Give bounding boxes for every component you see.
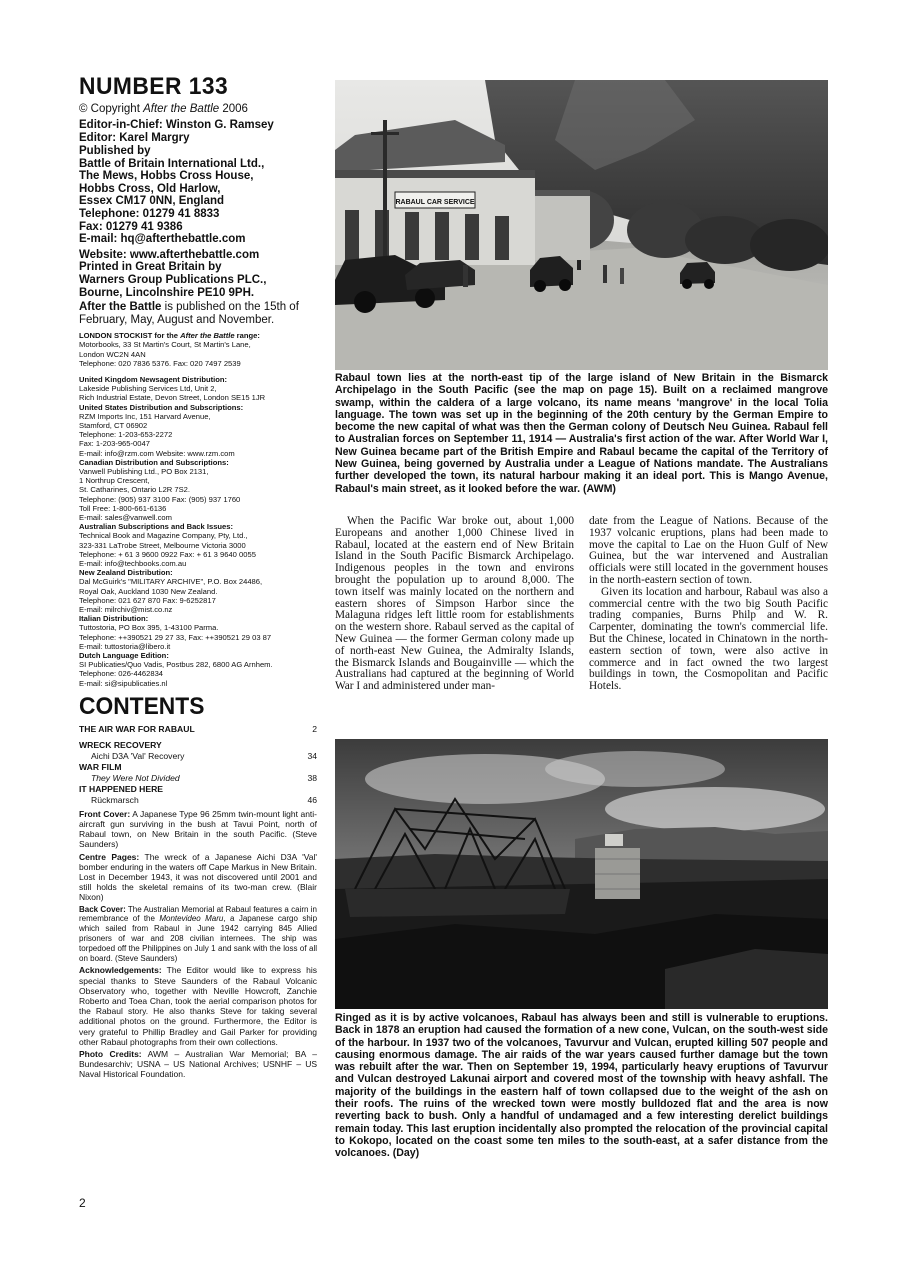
article-column-2: date from the League of Nations. Because of the 1937 volcanic eruptions, plans had been made to move the capital to Lae on the Huon Gulf of New Guinea, but the war intervened and Australian officials were still located in the government houses in the north-eastern section of town. Given its location and harbour, Rabaul was also a commercial centre with the two big South Pacific trading companies, Burns Philp and W. R. Carpenter, dominating the town's commercial life. But the Chinese, located in Chinatown in the north-eastern section of town, were also active in commerce and in fact owned the two largest buildings in town, the Cosmopolitan and Pacific Hotels.: [589, 515, 828, 693]
editor-in-chief: Editor-in-Chief: Winston G. Ramsey: [79, 119, 274, 131]
mango-avenue-photo: [335, 80, 828, 370]
us-distribution: United States Distribution and Subscriptions: RZM Imports Inc, 151 Harvard Avenue, Stamford, CT 06902 Telephone: 1-203-653-2272 Fax: 1-203-965-0047 E-mail: info@rzm.com Website: www.rzm.com: [79, 402, 244, 458]
nz-distribution: New Zealand Distribution: Dal McGuirk's "MILITARY ARCHIVE", P.O. Box 24486, Royal Oak, Auckland 1030 New Zealand. Telephone: 021 627 870 Fax: 9-6252817 E-mail: milrchiv@mist.co.nz: [79, 568, 263, 615]
article-body: [335, 516, 828, 693]
website: Website: www.afterthebattle.com: [79, 248, 260, 261]
australia-distribution: Australian Subscriptions and Back Issues: Technical Book and Magazine Company, Pty, Ltd., 323-331 LaTrobe Street, Melbourne Victoria 3000 Telephone: + 61 3 9600 0922 Fax: + 61 3 9640 0055 E-mail: info@techbooks.com.au: [79, 522, 256, 568]
photo2-caption: Ringed as it is by active volcanoes, Rabaul has always been and still is vulnerable to eruptions. Back in 1878 an eruption had caused the formation of a new cone, Vulcan, on the south-west side of the harbour. In 1937 two of the volcanoes, Tavurvur and Vulcan, erupted killing 507 people and causing enormous damage. The air raids of the war years caused further damage but the town was rebuilt after the war. Then on September 19, 1994, particularly heavy eruptions of Tavurvur and Vulcan destroyed Lakunai airport and covered most of the township with heavy ashfall. The majority of the buildings in the eastern half of town collapsed due to the weight of the ash on their roofs. The ruins of the wrecked town were mostly bulldozed flat and the area is now reverting back to bush. Only a handful of undamaged and a few interesting derelict buildings remain today. This last eruption incidentally also prompted the relocation of the provincial capital to Kokopo, located on the coast some ten miles to the south-east, at a safer distance from the volcanoes. (Day): [335, 1012, 828, 1160]
photo1-caption: Rabaul town lies at the north-east tip of the large island of New Britain in the Bismarck Archipelago in the South Pacific (see the map on page 15). Built on a reclaimed mangrove swamp, within the caldera of a large volcano, its name means 'mangrove' in the local Tolia language. The town was set up in the beginning of the 20th century by the German Empire to become the new capital of what was then the German colony of Deutsch Neu Guinea. Rabaul fell to Australian forces on September 11, 1914 — Australia's first action of the war. After World War I, New Guinea became part of the British Empire and Rabaul became the capital of the Territory of New Guinea, being governed by Australia under a League of Nations mandate. The Australians further developed the town, its natural harbour making it an ideal port. This is Mango Avenue, Rabaul's main street, as it looked before the war. (AWM): [335, 372, 828, 495]
masthead-column: [79, 74, 317, 1082]
street-scene-image: [335, 80, 828, 370]
ruined-town-image: [335, 739, 828, 1009]
toc-subentry[interactable]: Rückmarsch 46: [91, 794, 317, 805]
publisher-block: Published by Battle of Britain International Ltd., The Mews, Hobbs Cross House, Hobbs Cross, Old Harlow, Essex CM17 0NN, England Telephone: 01279 41 8833 Fax: 01279 41 9386 E-mail: hq@afterthebattle.com: [79, 145, 265, 246]
table-of-contents: [79, 724, 317, 806]
toc-entry[interactable]: WAR FILM: [79, 761, 122, 772]
london-stockist: LONDON STOCKIST for the After the Battle range: Motorbooks, 33 St Martin's Court, St Martin's Lane, London WC2N 4AN Telephone: 020 7836 5376. Fax: 020 7497 2539: [79, 331, 260, 368]
ruins-photo: [335, 739, 828, 1009]
italy-distribution: Italian Distribution: Tuttostoria, PO Box 395, 1-43100 Parma. Telephone: ++390521 29 27 33, Fax: ++390521 29 03 87 E-mail: tuttostoria@libero.it: [79, 614, 272, 651]
toc-entry[interactable]: IT HAPPENED HERE: [79, 783, 164, 794]
page-number: 2: [79, 1196, 86, 1210]
toc-subentry[interactable]: Aichi D3A 'Val' Recovery 34: [91, 750, 317, 761]
issue-number: NUMBER 133: [79, 73, 229, 100]
printer-block: Printed in Great Britain by Warners Group Publications PLC., Bourne, Lincolnshire PE10 9PH.: [79, 261, 267, 299]
toc-entry[interactable]: WRECK RECOVERY: [79, 739, 162, 750]
canada-distribution: Canadian Distribution and Subscriptions: Vanwell Publishing Ltd., PO Box 2131, 1 Northrup Crescent, St. Catharines, Ontario L2R 7S2. Telephone: (905) 937 3100 Fax: (905) 937 1760 Toll Free: 1-800-661-6136 E-mail: sales@vanwell.com: [79, 457, 241, 522]
toc-entry[interactable]: THE AIR WAR FOR RABAUL 2: [79, 723, 317, 734]
contents-title: CONTENTS: [79, 692, 205, 720]
dutch-edition: Dutch Language Edition: SI Publicaties/Quo Vadis, Postbus 282, 6800 AG Arnhem. Telephone: 026-4462834 E-mail: si@sipublicaties.nl: [79, 651, 273, 688]
toc-subentry[interactable]: They Were Not Divided 38: [91, 772, 317, 783]
car-service-sign: RABAUL CAR SERVICE: [395, 199, 475, 206]
article-column-1: When the Pacific War broke out, about 1,000 Europeans and another 1,000 Chinese lived in Rabaul, located at the eastern end of New Britain Island in the South Pacific Bismarck Archipelago. Indigenous peoples in the town and environs brought the population up to around 8,000. The town itself was mainly located on the northern and eastern shores of Simpson Harbor since the Malaguna ridges left little room for establishments on the western shore. Rabaul served as the capital of New Guinea — the former German colony made up of north-east New Guinea, the Admiralty Islands, the Bismarck Islands and Bougainville — which the Australians had captured at the beginning of World War I and administered under man-: [335, 515, 574, 693]
uk-distribution: United Kingdom Newsagent Distribution: Lakeside Publishing Services Ltd, Unit 2, Rich Industrial Estate, Devon Street, London SE15 1JR: [79, 374, 266, 403]
cover-credits: Front Cover: A Japanese Type 96 25mm twin-mount light anti-aircraft gun surviving in the bush at Tavui Point, north of Rabaul town, on New Britain in the south Pacific. (Steve Saunders) Centre Pages: The wreck of a Japanese Aichi D3A 'Val' bomber enduring in the waters off Cape Markus in New Britain. Lost in December 1943, it was not discovered until 2001 and still holds the skeletal remains of its two-man crew. (Blair Nixon) Back Cover: The Australian Memorial at Rabaul features a cairn in remembrance of the Montevideo Maru, a Japanese cargo ship which sailed from Rabaul in June 1942 carrying 845 Allied prisoners of war and 208 civilian internees. The ship was torpedoed off the Philippines on July 1 and sank with the loss of all on board. (Steve Saunders) Acknowledgements: The Editor would like to express his special thanks to Steve Saunders of the Rabaul Volcanic Observatory who, together with Neville Howcroft, Zanchie Roberto and Toea Chan, took the aerial comparison photos for the Rabaul story. He also thanks Steve for taking several additional photos on the ground. Furthermore, the Editor is very grateful to Phillip Bradley and Gail Parker for providing other Rabaul photographs from their own collections. Photo Credits: AWM – Australian War Memorial; BA – Bundesarchiv; USNA – US National Archives; USNHF – US Naval Historical Foundation.: [79, 808, 318, 1080]
editor: Editor: Karel Margry: [79, 132, 190, 144]
publication-schedule: After the Battle is published on the 15th of February, May, August and November.: [79, 301, 299, 327]
copyright: © Copyright After the Battle 2006: [79, 103, 248, 115]
